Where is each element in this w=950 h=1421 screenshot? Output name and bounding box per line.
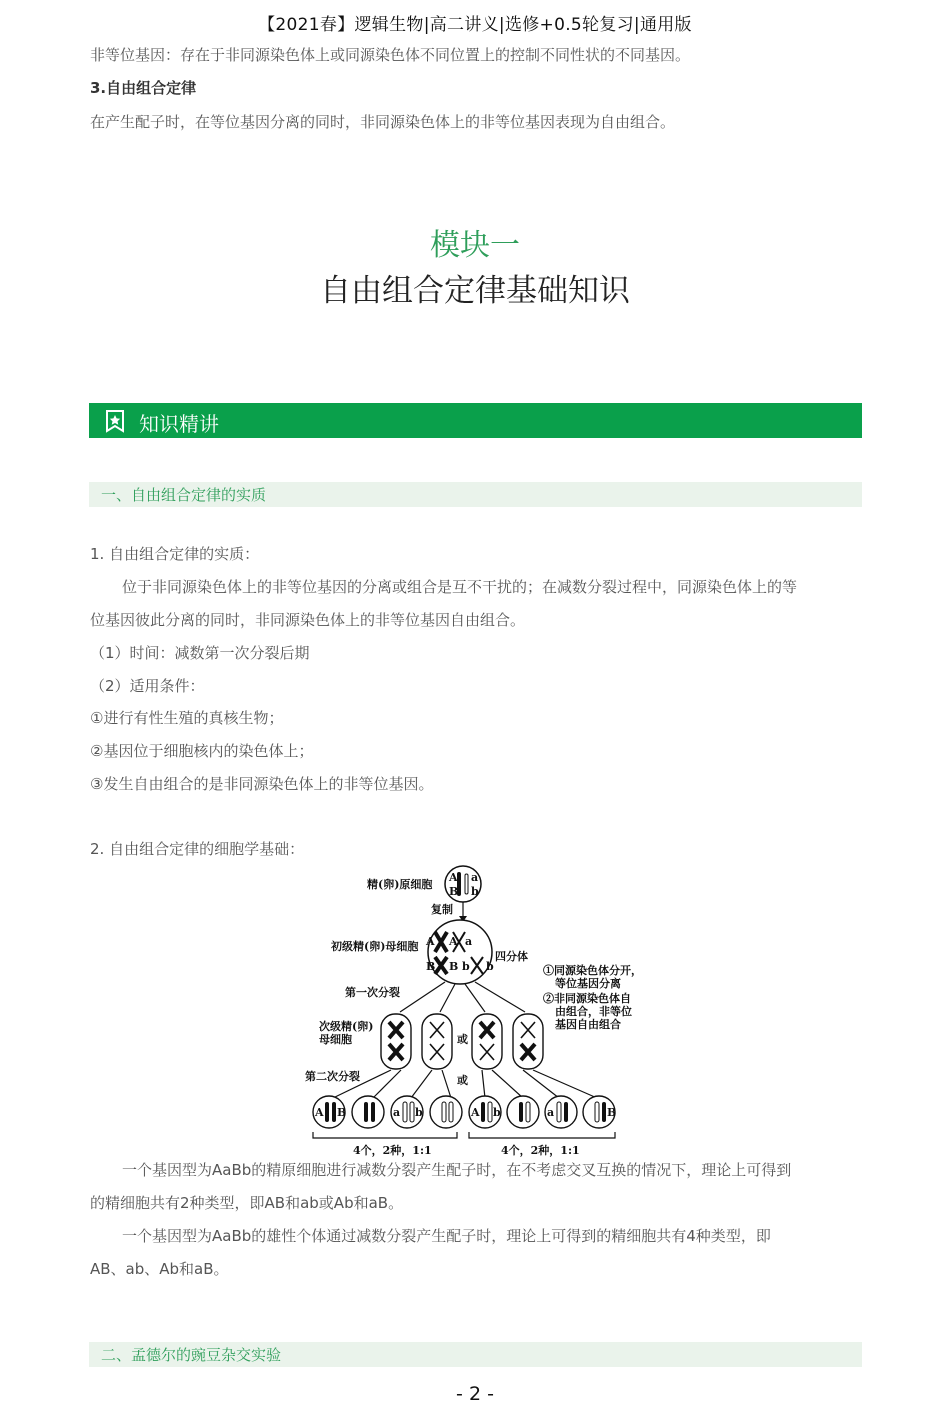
conditions-line: （2）适用条件： — [90, 677, 205, 695]
condition-2: ②基因位于细胞核内的染色体上； — [90, 742, 314, 760]
gene-label-a: a — [547, 1106, 555, 1119]
gene-label-A: A — [426, 935, 435, 948]
label-parent-cell: 精(卵)原细胞 — [367, 878, 433, 891]
gene-label-B: B — [449, 885, 459, 898]
label-secondary-1: 次级精(卵) — [319, 1020, 374, 1033]
module-number: 模块一 — [430, 228, 520, 263]
arrows-first-division — [400, 982, 525, 1012]
definition-line: 非等位基因：存在于非同源染色体上或同源染色体不同位置上的控制不同性状的不同基因。 — [90, 46, 691, 64]
note-1-line-b: 等位基因分离 — [555, 977, 621, 990]
paragraph-1-a: 一个基因型为AaBb的精原细胞进行减数分裂产生配子时，在不考虑交叉互换的情况下，理论上可得到 — [122, 1161, 792, 1179]
bookmark-star-icon — [104, 409, 126, 433]
law-statement: 在产生配子时，在等位基因分离的同时，非同源染色体上的非等位基因表现为自由组合。 — [90, 113, 676, 131]
label-tetrad: 四分体 — [495, 950, 528, 963]
section-title-2 — [89, 1342, 862, 1367]
note-2-line-a: ②非同源染色体自 — [543, 992, 631, 1005]
paragraph-1-b: 的精细胞共有2种类型，即AB和ab或Ab和aB。 — [90, 1194, 404, 1212]
item1-heading: 1. 自由组合定律的实质： — [90, 545, 260, 563]
banner-label: 知识精讲 — [139, 412, 219, 436]
meiosis-diagram — [305, 862, 670, 1160]
subheading-law: 3.自由组合定律 — [90, 79, 197, 97]
label-secondary-2: 母细胞 — [319, 1033, 352, 1046]
label-or-2: 或 — [457, 1074, 468, 1087]
gene-label-B: B — [426, 960, 436, 973]
label-first-division: 第一次分裂 — [345, 986, 400, 999]
gene-label-a: a — [465, 935, 473, 948]
label-replication: 复制 — [431, 903, 453, 916]
gene-label-b: b — [415, 1106, 423, 1119]
item1-paragraph-b: 位基因彼此分离的同时，非同源染色体上的非等位基因自由组合。 — [90, 611, 526, 629]
label-second-division: 第二次分裂 — [305, 1070, 360, 1083]
count-right: 4个，2种，1:1 — [501, 1144, 580, 1157]
bracket-right — [469, 1132, 615, 1138]
gene-label-A: A — [471, 1106, 480, 1119]
gene-label-A: A — [449, 871, 458, 884]
item2-heading: 2. 自由组合定律的细胞学基础： — [90, 840, 305, 858]
gene-label-B: B — [449, 960, 459, 973]
gene-label-A: A — [449, 935, 458, 948]
gene-label-b: b — [486, 960, 494, 973]
gene-label-A: A — [315, 1106, 324, 1119]
bracket-left — [313, 1132, 457, 1138]
condition-1: ①进行有性生殖的真核生物； — [90, 709, 284, 727]
gene-label-a: a — [471, 871, 479, 884]
page-number: - 2 - — [456, 1383, 494, 1405]
document-header: 【2021春】逻辑生物|高二讲义|选修+0.5轮复习|通用版 — [258, 15, 692, 35]
condition-3: ③发生自由组合的是非同源染色体上的非等位基因。 — [90, 775, 434, 793]
gene-label-b: b — [462, 960, 470, 973]
count-left: 4个，2种，1:1 — [353, 1144, 432, 1157]
gene-label-B: B — [607, 1106, 617, 1119]
note-1-line-a: ①同源染色体分开， — [543, 964, 642, 977]
knowledge-banner — [89, 403, 862, 438]
gene-label-b: b — [493, 1106, 501, 1119]
section-title-2-text: 二、孟德尔的豌豆杂交实验 — [101, 1346, 282, 1364]
item1-paragraph-a: 位于非同源染色体上的非等位基因的分离或组合是互不干扰的；在减数分裂过程中，同源染色体上的等 — [122, 578, 798, 596]
time-line: （1）时间：减数第一次分裂后期 — [90, 644, 310, 662]
gene-label-B: B — [337, 1106, 347, 1119]
paragraph-2-a: 一个基因型为AaBb的雄性个体通过减数分裂产生配子时，理论上可得到的精细胞共有4种类型，即 — [122, 1227, 771, 1245]
note-2-line-c: 基因自由组合 — [555, 1018, 621, 1031]
gene-label-b: b — [471, 885, 479, 898]
paragraph-2-b: AB、ab、Ab和aB。 — [90, 1260, 229, 1278]
label-or-1: 或 — [457, 1033, 468, 1046]
gamete-cells — [313, 1096, 615, 1128]
section-title-1-text: 一、自由组合定律的实质 — [101, 486, 267, 504]
section-title-1 — [89, 482, 862, 507]
gene-label-a: a — [393, 1106, 401, 1119]
module-title: 自由组合定律基础知识 — [320, 273, 630, 309]
label-primary-cell: 初级精(卵)母细胞 — [331, 940, 419, 953]
note-2-line-b: 由组合，非等位 — [555, 1005, 632, 1018]
